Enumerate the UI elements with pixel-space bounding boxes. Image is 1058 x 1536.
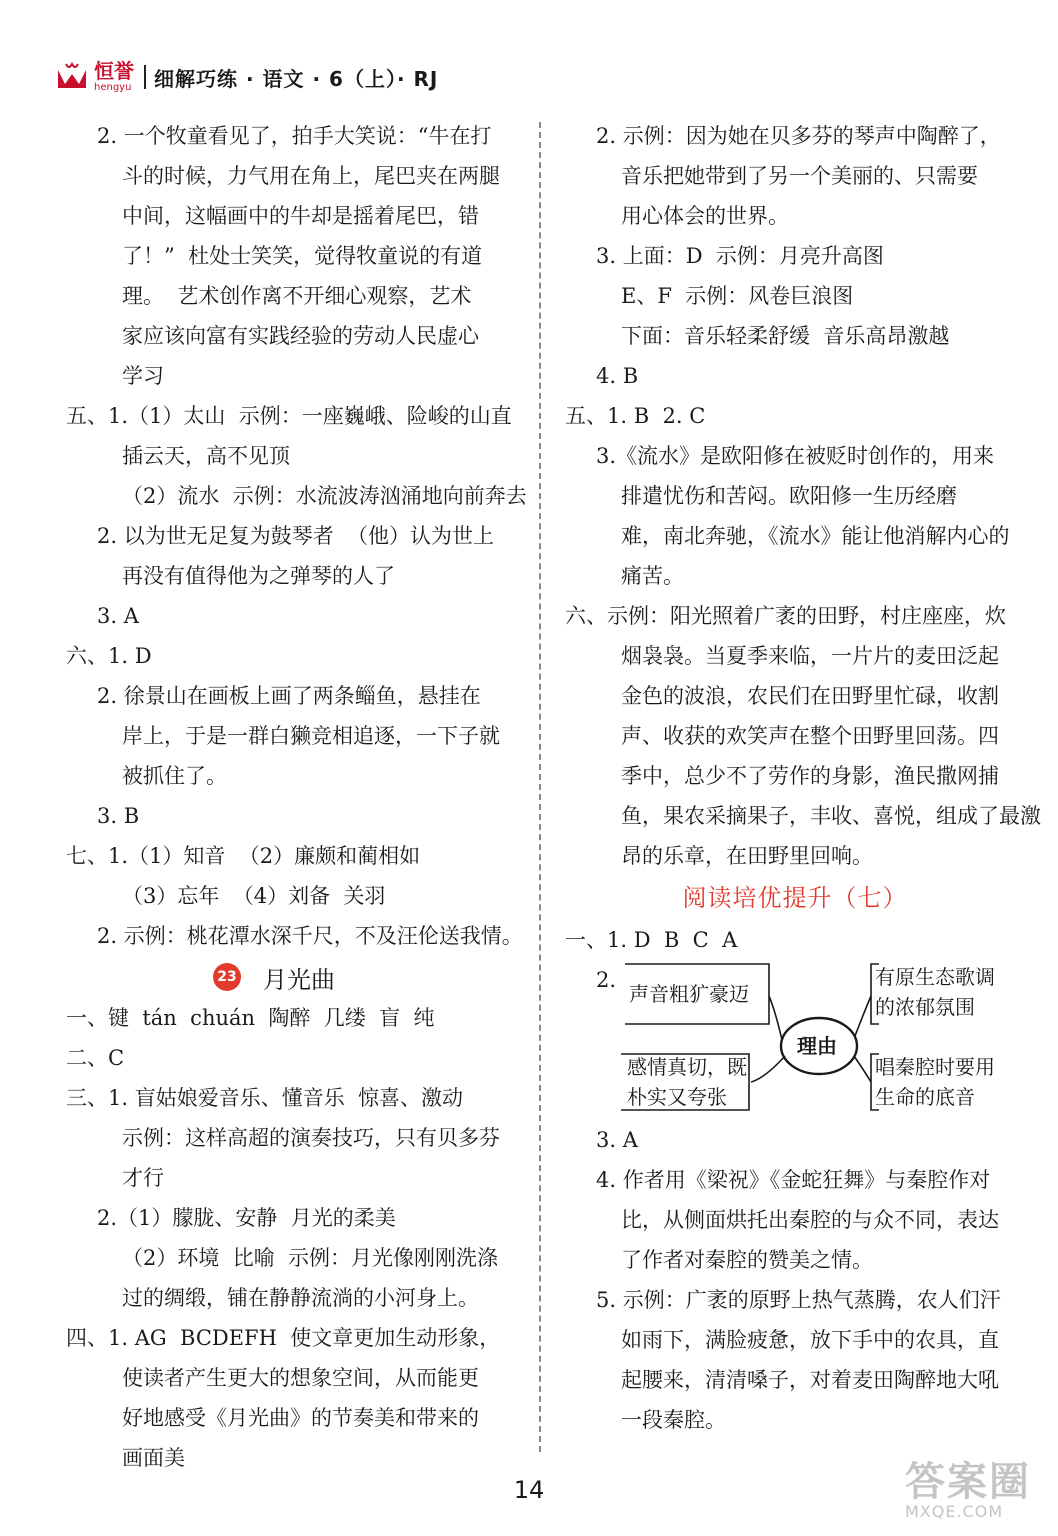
answer-line: 难，南北奔驰，《流水》能让他消解内心的 <box>621 524 1010 548</box>
answer-line: 中间，这幅画中的牛却是摇着尾巴，错 <box>122 204 479 228</box>
answer-line: 音乐把她带到了另一个美丽的、只需要 <box>621 164 978 188</box>
watermark-url: MXQE.COM <box>905 1502 1004 1521</box>
answer-line: 下面：音乐轻柔舒缓 音乐高昂激越 <box>621 324 950 348</box>
left-answers-part2 <box>66 998 522 1478</box>
answer-line: 三、1. 盲姑娘爱音乐、懂音乐 惊喜、激动 <box>66 1086 464 1110</box>
answer-line: 3. A <box>596 1128 638 1152</box>
mind-map-left-top: 声音粗犷豪迈 <box>629 982 749 1006</box>
answer-line: 痛苦。 <box>621 564 684 588</box>
watermark <box>905 1459 1031 1521</box>
watermark-text: 答案圈 <box>905 1459 1031 1505</box>
answer-line: 一、1. D B C A <box>565 928 738 952</box>
answer-line: 昂的乐章，在田野里回响。 <box>621 844 873 868</box>
answer-line: 七、1.（1）知音 （2）廉颇和蔺相如 <box>66 844 421 868</box>
answer-line: 被抓住了。 <box>122 764 227 788</box>
lesson-title: 月光曲 <box>263 965 335 994</box>
answer-line: 3. A <box>97 604 139 628</box>
answer-line: 一段秦腔。 <box>621 1408 726 1432</box>
answer-line: 烟袅袅。当夏季来临，一片片的麦田泛起 <box>621 644 999 668</box>
mind-map-left-bottom: 感情真切，既 朴实又夸张 <box>627 1055 747 1109</box>
answer-line: 斗的时候，力气用在角上，尾巴夹在两腿 <box>122 164 500 188</box>
answer-line: 3.《流水》是欧阳修在被贬时创作的，用来 <box>596 444 995 468</box>
answer-line: 2. 以为世无足复为鼓琴者 （他）认为世上 <box>97 524 495 548</box>
answer-line: 2. 一个牧童看见了，拍手大笑说：“牛在打 <box>97 124 492 148</box>
answer-line: E、F 示例：风卷巨浪图 <box>621 284 854 308</box>
answer-line: 插云天，高不见顶 <box>122 444 290 468</box>
answer-line: 季中，总少不了劳作的身影，渔民撒网捕 <box>621 764 999 788</box>
answer-line: 一、键 tán chuán 陶醉 几缕 盲 纯 <box>66 1006 435 1030</box>
right-answers-part1 <box>565 116 1041 876</box>
page-number: 14 <box>513 1476 545 1504</box>
question-number: 2. <box>596 968 617 992</box>
answer-line: 2. 徐景山在画板上画了两条鲻鱼，悬挂在 <box>97 684 481 708</box>
answer-line: 了作者对秦腔的赞美之情。 <box>621 1248 873 1272</box>
answer-line: 4. 作者用《梁祝》《金蛇狂舞》与秦腔作对 <box>596 1168 991 1192</box>
answer-line: 2. 示例：因为她在贝多芬的琴声中陶醉了， <box>596 124 1001 148</box>
answer-line: 五、1. B 2. C <box>565 404 706 428</box>
brand-logo-icon <box>56 62 88 92</box>
connector-right-bottom <box>854 1056 871 1082</box>
brand-name-en: hengyu <box>94 82 132 93</box>
answer-line: 金色的波浪，农民们在田野里忙碌，收割 <box>621 684 999 708</box>
answer-line: 好地感受《月光曲》的节奏美和带来的 <box>122 1406 479 1430</box>
answer-line: 2.（1）朦胧、安静 月光的柔美 <box>97 1206 396 1230</box>
answer-line: 鱼，果农采摘果子，丰收、喜悦，组成了最激 <box>621 804 1041 828</box>
answer-line: 六、示例：阳光照着广袤的田野，村庄座座，炊 <box>565 604 1006 628</box>
answer-line: （3）忘年 （4）刘备 关羽 <box>122 884 386 908</box>
mind-map-right-top: 有原生态歌调 的浓郁氛围 <box>875 965 995 1019</box>
page-header <box>56 60 438 94</box>
right-answers-part2 <box>565 920 1025 960</box>
answer-line: 声、收获的欢笑声在整个田野里回荡。四 <box>621 724 999 748</box>
answer-line: 四、1. AG BCDEFH 使文章更加生动形象， <box>66 1326 501 1350</box>
answer-line: 如雨下，满脸疲惫，放下手中的农具，直 <box>621 1328 999 1352</box>
answer-line: 画面美 <box>122 1446 185 1470</box>
lesson-heading <box>66 956 522 998</box>
answer-line: 六、1. D <box>66 644 152 668</box>
answer-line: 二、C <box>66 1046 125 1070</box>
answer-line: 4. B <box>596 364 639 388</box>
answer-line: 3. 上面：D 示例：月亮升高图 <box>596 244 884 268</box>
answer-line: 起腰来，清清嗓子，对着麦田陶醉地大吼 <box>621 1368 999 1392</box>
answer-line: 排遣忧伤和苦闷。欧阳修一生历经磨 <box>621 484 957 508</box>
answer-line: 岸上，于是一群白獭竞相追逐，一下子就 <box>122 724 500 748</box>
lesson-number-badge: 23 <box>213 963 241 991</box>
brand-name <box>94 61 134 93</box>
answer-line: 再没有值得他为之弹琴的人了 <box>122 564 395 588</box>
answer-line: （2）流水 示例：水流波涛汹涌地向前奔去 <box>122 484 527 508</box>
left-column <box>66 116 527 1478</box>
header-separator <box>144 65 146 89</box>
answer-line: 3. B <box>97 804 140 828</box>
answer-line: 5. 示例：广袤的原野上热气蒸腾，农人们汗 <box>596 1288 1001 1312</box>
answer-line: 家应该向富有实践经验的劳动人民虚心 <box>122 324 479 348</box>
answer-line: 学习 <box>122 364 164 388</box>
answer-line: 示例：这样高超的演奏技巧，只有贝多芬 <box>122 1126 500 1150</box>
answer-line: 用心体会的世界。 <box>621 204 789 228</box>
mind-map-center: 理由 <box>797 1034 837 1058</box>
right-column <box>565 116 1041 1440</box>
column-divider <box>539 122 541 1452</box>
brand-name-cn: 恒誉 <box>94 59 134 83</box>
right-answers-part3 <box>565 1120 1025 1440</box>
mind-map <box>565 960 1025 1160</box>
answer-line: 五、1.（1）太山 示例：一座巍峨、险峻的山直 <box>66 404 512 428</box>
answer-line: 理。 艺术创作离不开细心观察，艺术 <box>122 284 472 308</box>
answer-line: 2. 示例：桃花潭水深千尺，不及汪伦送我情。 <box>97 924 523 948</box>
mind-map-right-bottom: 唱秦腔时要用 生命的底音 <box>875 1055 995 1109</box>
connector-left-bottom <box>751 1056 785 1082</box>
book-title: 细解巧练 · 语文 · 6（上）· RJ <box>154 66 439 91</box>
answer-line: 过的绸缎，铺在静静流淌的小河身上。 <box>122 1286 479 1310</box>
connector-left-top <box>769 996 782 1040</box>
answer-line: 使读者产生更大的想象空间，从而能更 <box>122 1366 479 1390</box>
answer-line: 才行 <box>122 1166 164 1190</box>
section-title: 阅读培优提升（七） <box>682 884 908 912</box>
answer-line: （2）环境 比喻 示例：月光像刚刚洗涤 <box>122 1246 499 1270</box>
connector-right-top <box>855 996 871 1036</box>
answer-line: 比，从侧面烘托出秦腔的与众不同，表达 <box>621 1208 999 1232</box>
left-answers-part1 <box>66 116 527 956</box>
answer-line: 了！” 杜处士笑笑，觉得牧童说的有道 <box>122 244 483 268</box>
